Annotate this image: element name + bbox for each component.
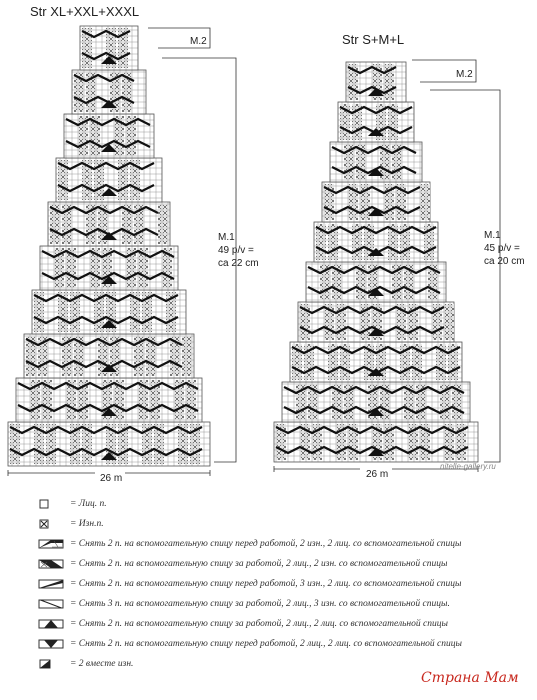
right-m1-cm: ca 20 cm [484,256,525,267]
legend-row [38,634,528,654]
left-m1-label: M.1 [218,232,235,243]
legend-text: = 2 вместе изн. [70,659,134,669]
left-chart-title: Str XL+XXL+XXXL [30,4,140,19]
legend-text: = Снять 2 п. на вспомогательную спицу перед работой, 3 изн., 2 лиц. со вспомогательной спицы [70,579,462,589]
legend-row [38,594,528,614]
purl-block [444,304,454,340]
watermark: Страна Мам [421,670,519,686]
right-width-label: 26 m [366,469,389,480]
right-m2-label: M.2 [456,69,473,80]
left-chart-grid [8,26,210,466]
decrease-icon [38,657,64,671]
legend-row [38,514,528,534]
right-chart-grid [274,62,478,462]
cable-2-back-icon [38,557,64,571]
legend-text: = Лиц. п. [70,499,107,509]
cable-3-front-icon [38,577,64,591]
cable-2-front-icon [38,537,64,551]
legend-row [38,614,528,634]
right-chart-title: Str S+M+L [342,32,405,47]
legend-row [38,554,528,574]
purl-block [420,184,430,220]
site-label: nitelle-gallery.ru [440,462,496,471]
knit-square-icon [38,497,64,511]
purl-cross-icon [38,517,64,531]
legend [38,494,528,674]
right-m1-rows: 45 p/v = [484,243,520,254]
legend-row [38,574,528,594]
right-m1-label: M.1 [484,230,501,241]
legend-text: = Снять 2 п. на вспомогательную спицу перед работой, 2 изн., 2 лиц. со вспомогательной спицы [70,539,462,549]
purl-block [182,336,192,376]
legend-text: = Снять 2 п. на вспомогательную спицу за работой, 2 лиц., 2 лиц. со вспомогательной спицы [70,619,448,629]
left-width-label: 26 m [100,473,123,484]
left-m2-label: M.2 [190,36,207,47]
cable-knit-back-icon [38,617,64,631]
legend-text: = Снять 2 п. на вспомогательную спицу за работой, 2 лиц., 2 изн. со вспомогательной спицы [70,559,448,569]
legend-row [38,494,528,514]
left-m1-rows: 49 p/v = [218,245,254,256]
cable-knit-front-icon [38,637,64,651]
cable-3-back-icon [38,597,64,611]
legend-row [38,534,528,554]
left-m1-cm: ca 22 cm [218,258,259,269]
purl-block [158,204,168,244]
legend-text: = Снять 2 п. на вспомогательную спицу перед работой, 2 лиц., 2 лиц. со вспомогательной спицы [70,639,462,649]
legend-text: = Снять 3 п. на вспомогательную спицу за работой, 2 лиц., 3 изн. со вспомогательной спицы. [70,599,450,609]
legend-text: = Изн.п. [70,519,104,529]
